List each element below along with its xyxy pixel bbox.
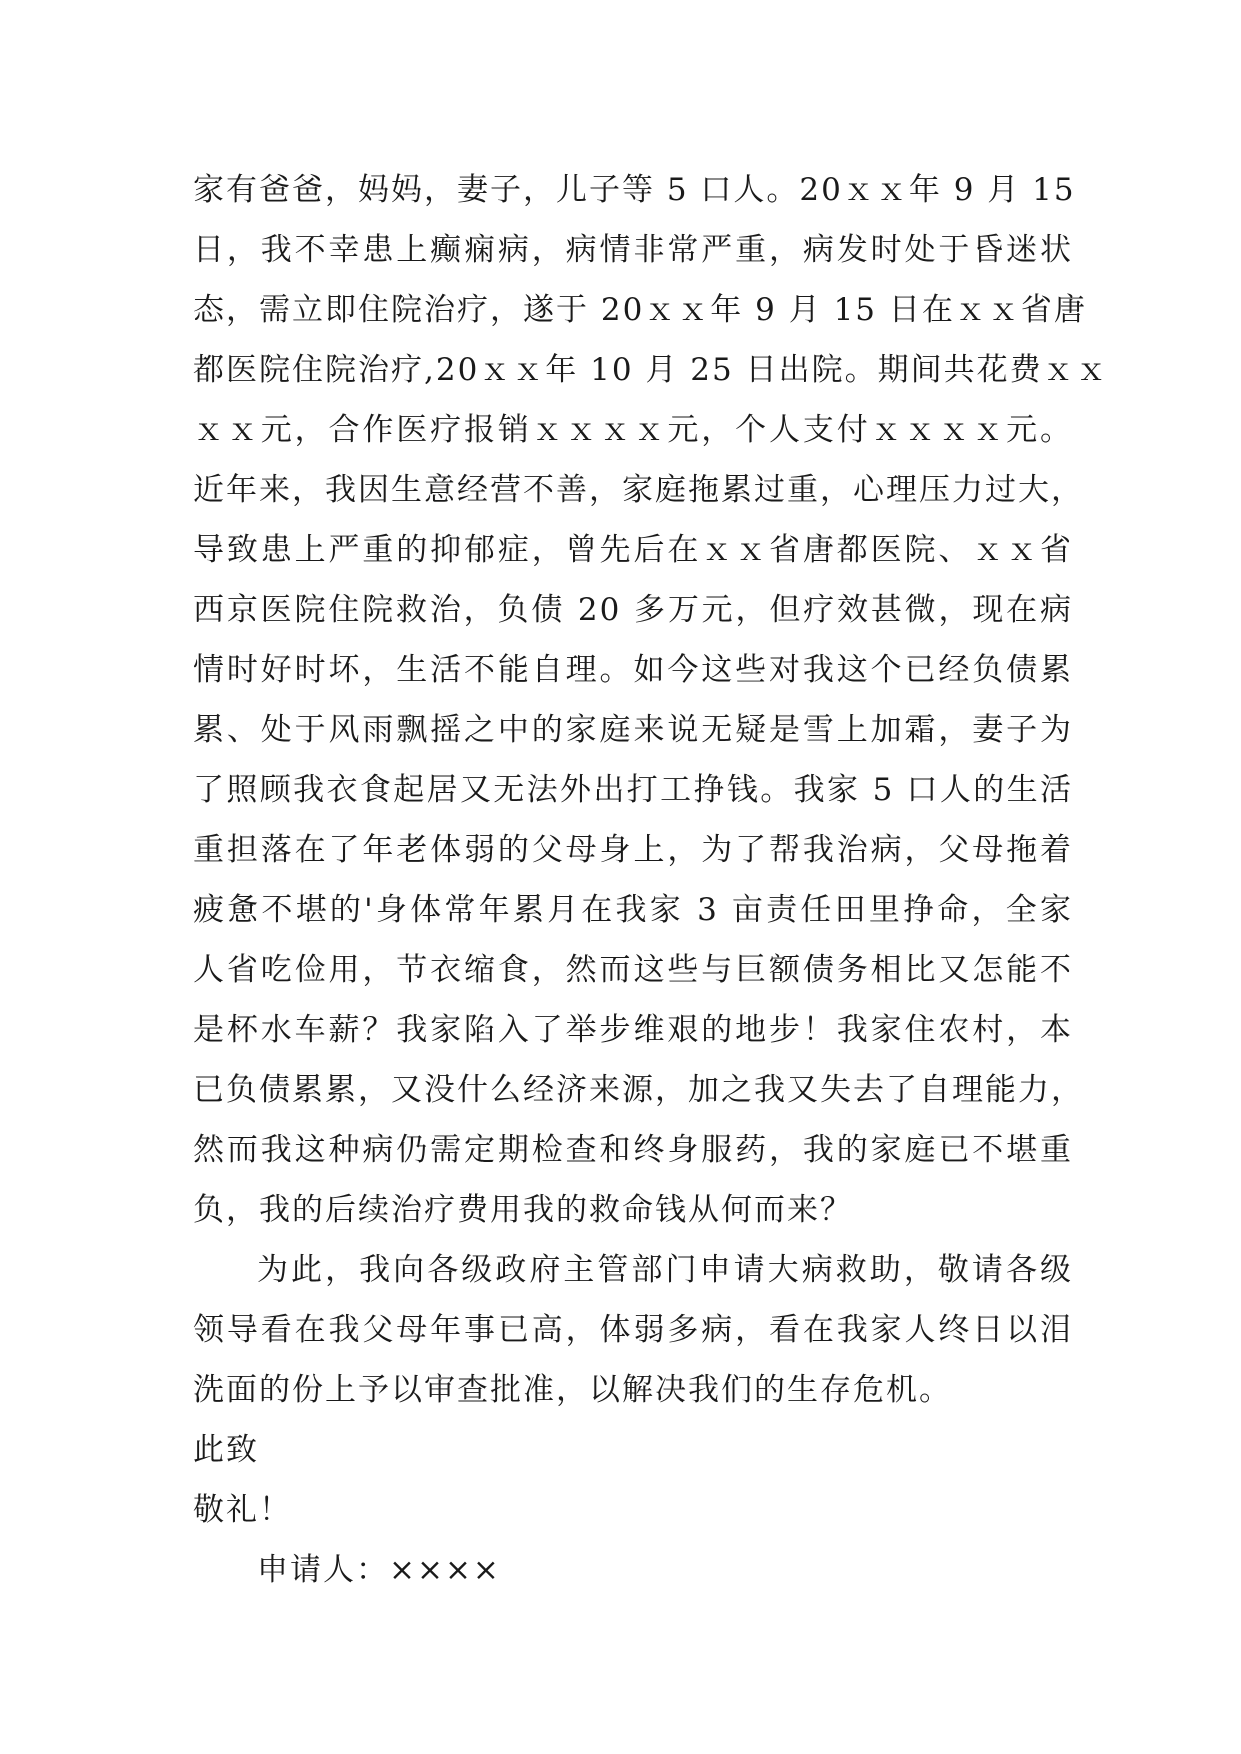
text-line: 领导看在我父母年事已高，体弱多病，看在我家人终日以泪 — [193, 1312, 1073, 1348]
text-line: 重担落在了年老体弱的父母身上，为了帮我治病，父母拖着 — [193, 832, 1073, 868]
paragraph-hardship — [193, 160, 1109, 1240]
salutation-jingli: 敬礼！ — [193, 1492, 292, 1528]
paragraph-request — [193, 1240, 1073, 1420]
text-line: 家有爸爸，妈妈，妻子，儿子等 5 口人。20ｘｘ年 9 月 15 — [193, 172, 1076, 208]
salutation-cizhi: 此致 — [193, 1432, 259, 1468]
text-line: 已负债累累，又没什么经济来源，加之我又失去了自理能力， — [193, 1072, 1084, 1108]
text-line: 是杯水车薪？我家陷入了举步维艰的地步！我家住农村，本 — [193, 1012, 1073, 1048]
text-line: 负，我的后续治疗费用我的救命钱从何而来？ — [193, 1192, 853, 1228]
text-line: ｘｘ元，合作医疗报销ｘｘｘｘ元，个人支付ｘｘｘｘ元。 — [193, 412, 1073, 448]
closing-block — [193, 1420, 1073, 1600]
text-line: 西京医院住院救治，负债 20 多万元，但疗效甚微，现在病 — [193, 592, 1073, 628]
text-line: 为此，我向各级政府主管部门申请大病救助，敬请各级 — [257, 1252, 1073, 1288]
text-line: 态，需立即住院治疗，遂于 20ｘｘ年 9 月 15 日在ｘｘ省唐 — [193, 292, 1087, 328]
text-line: 了照顾我衣食起居又无法外出打工挣钱。我家 5 口人的生活 — [193, 772, 1073, 808]
text-line: 导致患上严重的抑郁症，曾先后在ｘｘ省唐都医院、ｘｘ省 — [193, 532, 1073, 568]
text-line: 然而我这种病仍需定期检查和终身服药，我的家庭已不堪重 — [193, 1132, 1073, 1168]
applicant-signature: 申请人：×××× — [257, 1552, 501, 1588]
text-line: 疲惫不堪的'身体常年累月在我家 3 亩责任田里挣命，全家 — [193, 892, 1073, 928]
text-line: 情时好时坏，生活不能自理。如今这些对我这个已经负债累 — [193, 652, 1073, 688]
text-line: 洗面的份上予以审查批准，以解决我们的生存危机。 — [193, 1372, 952, 1408]
text-line: 都医院住院治疗,20ｘｘ年 10 月 25 日出院。期间共花费ｘｘ — [193, 352, 1109, 388]
text-line: 人省吃俭用，节衣缩食，然而这些与巨额债务相比又怎能不 — [193, 952, 1073, 988]
text-line: 近年来，我因生意经营不善，家庭拖累过重，心理压力过大， — [193, 472, 1084, 508]
text-line: 累、处于风雨飘摇之中的家庭来说无疑是雪上加霜，妻子为 — [193, 712, 1073, 748]
letter-body — [193, 160, 1109, 1600]
text-line: 日，我不幸患上癫痫病，病情非常严重，病发时处于昏迷状 — [193, 232, 1073, 268]
